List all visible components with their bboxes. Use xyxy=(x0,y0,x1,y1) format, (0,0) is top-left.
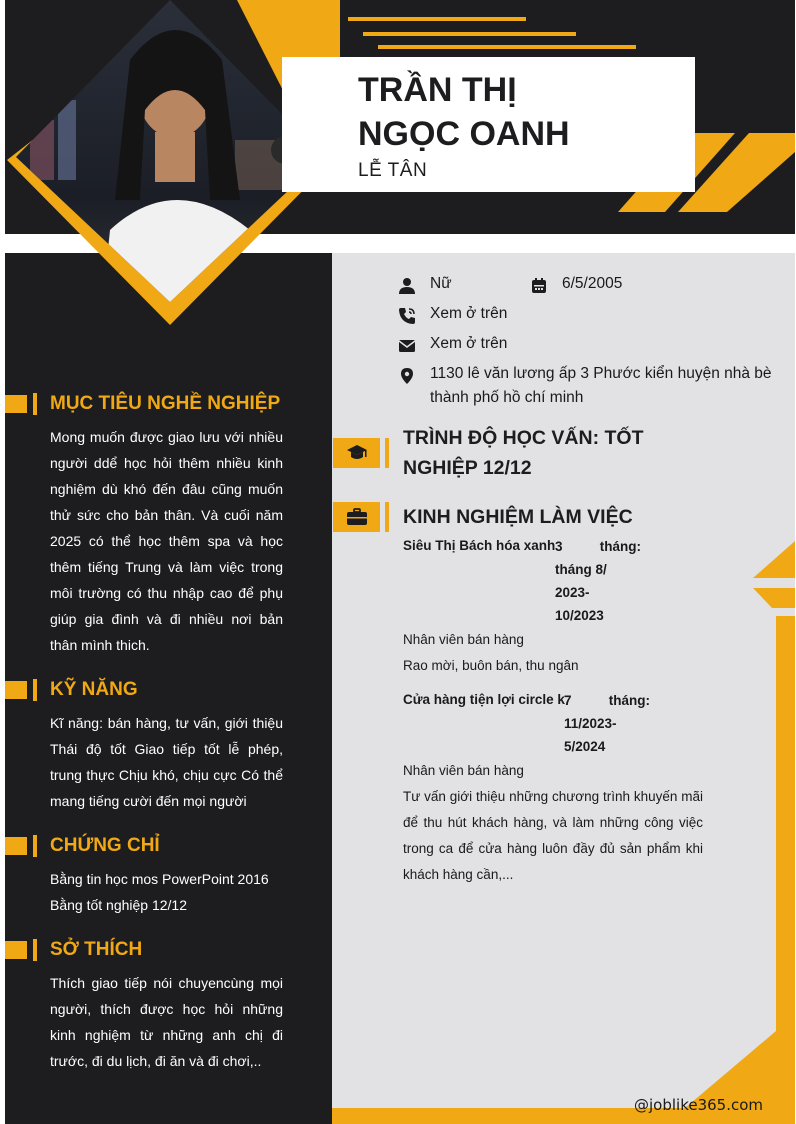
skills-title: KỸ NĂNG xyxy=(50,679,138,700)
education-title-line-1: TRÌNH ĐỘ HỌC VẤN: TỐT xyxy=(403,427,644,449)
birthday-value: 6/5/2005 xyxy=(562,275,623,292)
certificate-item: Bằng tin học mos PowerPoint 2016 xyxy=(50,871,269,887)
skills-marker xyxy=(5,681,27,699)
education-title-line-2: NGHIỆP 12/12 xyxy=(403,457,532,479)
email-value: Xem ở trên xyxy=(430,335,508,352)
deco-triangle-1 xyxy=(753,541,795,578)
header-stripe-1 xyxy=(348,17,526,21)
education-bar xyxy=(385,438,389,468)
map-pin-icon xyxy=(398,367,416,385)
job-2-date-line-1: 7 tháng: xyxy=(564,693,650,708)
hobbies-text: Thích giao tiếp nói chuyencùng mọi người, thích được học hỏi những kinh nghiệm từ những anh chị đi trước, đi du lịch, đi ăn và đi chơi,.. xyxy=(50,975,283,1069)
objective-marker xyxy=(5,395,27,413)
hobbies-marker xyxy=(5,941,27,959)
certificates-list xyxy=(50,866,283,918)
certificates-bar xyxy=(33,835,37,857)
header-stripe-2 xyxy=(363,32,576,36)
contact-email xyxy=(398,335,507,355)
job-2-description: Tư vấn giới thiệu những chương trình khuyến mãi để thu hút khách hàng, và làm những công việc trong ca để cửa hàng luôn đầy đủ sản phẩm khi khách hàng cần,... xyxy=(403,789,703,882)
education-title xyxy=(403,423,643,483)
gender-value: Nữ xyxy=(430,275,452,292)
job-1-date-line-1: 3 tháng: tháng 8/ xyxy=(555,539,641,577)
job-2-company: Cửa hàng tiện lợi circle k xyxy=(403,692,565,707)
job-1-date-line-2: 2023- xyxy=(555,585,590,600)
job-2-date xyxy=(564,689,650,758)
job-1-date xyxy=(555,535,641,627)
contact-address xyxy=(398,365,772,410)
experience-bar xyxy=(385,502,389,532)
deco-vertical-bar xyxy=(776,616,795,1031)
address-line-2: thành phố hồ chí minh xyxy=(430,389,584,406)
skills-bar xyxy=(33,679,37,701)
certificates-marker xyxy=(5,837,27,855)
name-line-2: NGỌC OANH xyxy=(358,115,570,153)
graduation-cap-icon xyxy=(346,444,368,462)
address-value xyxy=(430,362,772,410)
deco-trap xyxy=(753,588,795,608)
hobbies-title: SỞ THÍCH xyxy=(50,939,143,960)
address-line-1: 1130 lê văn lương ấp 3 Phước kiển huyện nhà bè xyxy=(430,365,772,382)
experience-marker xyxy=(333,502,380,532)
hobbies-bar xyxy=(33,939,37,961)
envelope-icon xyxy=(398,337,416,355)
header-stripe-3 xyxy=(378,45,636,49)
user-icon xyxy=(398,277,416,295)
experience-title: KINH NGHIỆM LÀM VIỆC xyxy=(403,506,633,528)
job-title: LỄ TÂN xyxy=(358,160,428,181)
job-1-description: Rao mời, buôn bán, thu ngân xyxy=(403,658,579,673)
calendar-icon xyxy=(530,277,548,295)
job-1-company: Siêu Thị Bách hóa xanh xyxy=(403,538,556,553)
certificate-item: Bằng tốt nghiệp 12/12 xyxy=(50,897,188,913)
objective-text: Mong muốn được giao lưu với nhiều người ddể học hỏi thêm nhiều kinh nghiệm dù khó đến đâu cũng muốn thử sức cho bản thân. Và cuối năm 2025 có thể học thêm spa và học thêm tiếng Trung và làm việc trong môi trường có thu nhập cao để phụ giúp gia đình và đi nhiều nơi bản thân mình thich. xyxy=(50,429,283,653)
contact-birthday xyxy=(530,275,622,295)
contact-gender xyxy=(398,275,530,295)
phone-value: Xem ở trên xyxy=(430,305,508,322)
contact-phone xyxy=(398,305,507,325)
briefcase-icon xyxy=(346,508,368,526)
skills-text: Kĩ năng: bán hàng, tư vấn, giới thiệu Thái độ tốt Giao tiếp tốt lễ phép, trung thực Chịu khó, chịu cực Có thể mang tiếng cười đến mọi người xyxy=(50,715,283,809)
job-2-position: Nhân viên bán hàng xyxy=(403,763,524,778)
phone-icon xyxy=(398,307,416,325)
candidate-name xyxy=(358,68,570,156)
job-2-date-line-2: 11/2023- xyxy=(564,716,617,731)
objective-bar xyxy=(33,393,37,415)
job-2-date-line-3: 5/2024 xyxy=(564,739,606,754)
watermark: @joblike365.com xyxy=(634,1096,764,1114)
job-1-position: Nhân viên bán hàng xyxy=(403,632,524,647)
job-1-date-line-3: 10/2023 xyxy=(555,608,604,623)
certificates-title: CHỨNG CHỈ xyxy=(50,835,160,856)
name-line-1: TRẦN THỊ xyxy=(358,71,517,109)
education-marker xyxy=(333,438,380,468)
objective-title: MỤC TIÊU NGHỀ NGHIỆP xyxy=(50,393,281,414)
